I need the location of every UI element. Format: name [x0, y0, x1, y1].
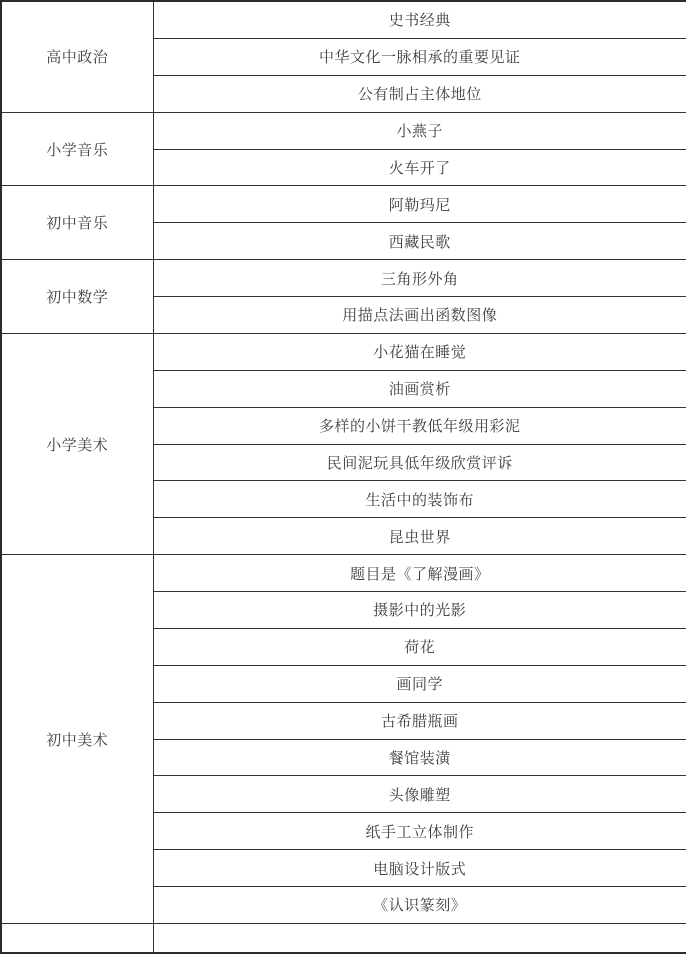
item-cell: 画同学	[153, 665, 686, 702]
item-cell: 题目是《了解漫画》	[153, 555, 686, 592]
item-cell: 多样的小饼干教低年级用彩泥	[153, 407, 686, 444]
category-cell: 初中音乐	[1, 186, 153, 260]
item-cell: 生活中的装饰布	[153, 481, 686, 518]
category-cell	[1, 923, 153, 953]
table-row	[1, 555, 686, 592]
item-cell: 史书经典	[153, 1, 686, 38]
table-row	[1, 186, 686, 223]
item-cell: 纸手工立体制作	[153, 813, 686, 850]
category-cell: 小学美术	[1, 333, 153, 554]
item-cell: 公有制占主体地位	[153, 75, 686, 112]
partial-table-row	[1, 923, 686, 953]
item-cell: 油画赏析	[153, 370, 686, 407]
item-cell: 电脑设计版式	[153, 850, 686, 887]
item-cell: 中华文化一脉相承的重要见证	[153, 38, 686, 75]
item-cell: 小燕子	[153, 112, 686, 149]
item-cell: 火车开了	[153, 149, 686, 186]
item-cell: 昆虫世界	[153, 518, 686, 555]
item-cell: 古希腊瓶画	[153, 702, 686, 739]
item-cell: 《认识篆刻》	[153, 887, 686, 924]
category-cell: 初中数学	[1, 260, 153, 334]
course-topics-table-body	[1, 1, 686, 953]
table-row	[1, 333, 686, 370]
item-cell: 小花猫在睡觉	[153, 333, 686, 370]
category-cell: 高中政治	[1, 1, 153, 112]
category-cell: 初中美术	[1, 555, 153, 924]
item-cell: 摄影中的光影	[153, 592, 686, 629]
item-cell: 三角形外角	[153, 260, 686, 297]
item-cell: 西藏民歌	[153, 223, 686, 260]
item-cell: 民间泥玩具低年级欣赏评诉	[153, 444, 686, 481]
item-cell: 头像雕塑	[153, 776, 686, 813]
item-cell: 餐馆装潢	[153, 739, 686, 776]
item-cell: 用描点法画出函数图像	[153, 297, 686, 334]
table-row	[1, 112, 686, 149]
category-cell: 小学音乐	[1, 112, 153, 186]
item-cell	[153, 923, 686, 953]
item-cell: 阿勒玛尼	[153, 186, 686, 223]
table-row	[1, 260, 686, 297]
table-row	[1, 1, 686, 38]
item-cell: 荷花	[153, 628, 686, 665]
